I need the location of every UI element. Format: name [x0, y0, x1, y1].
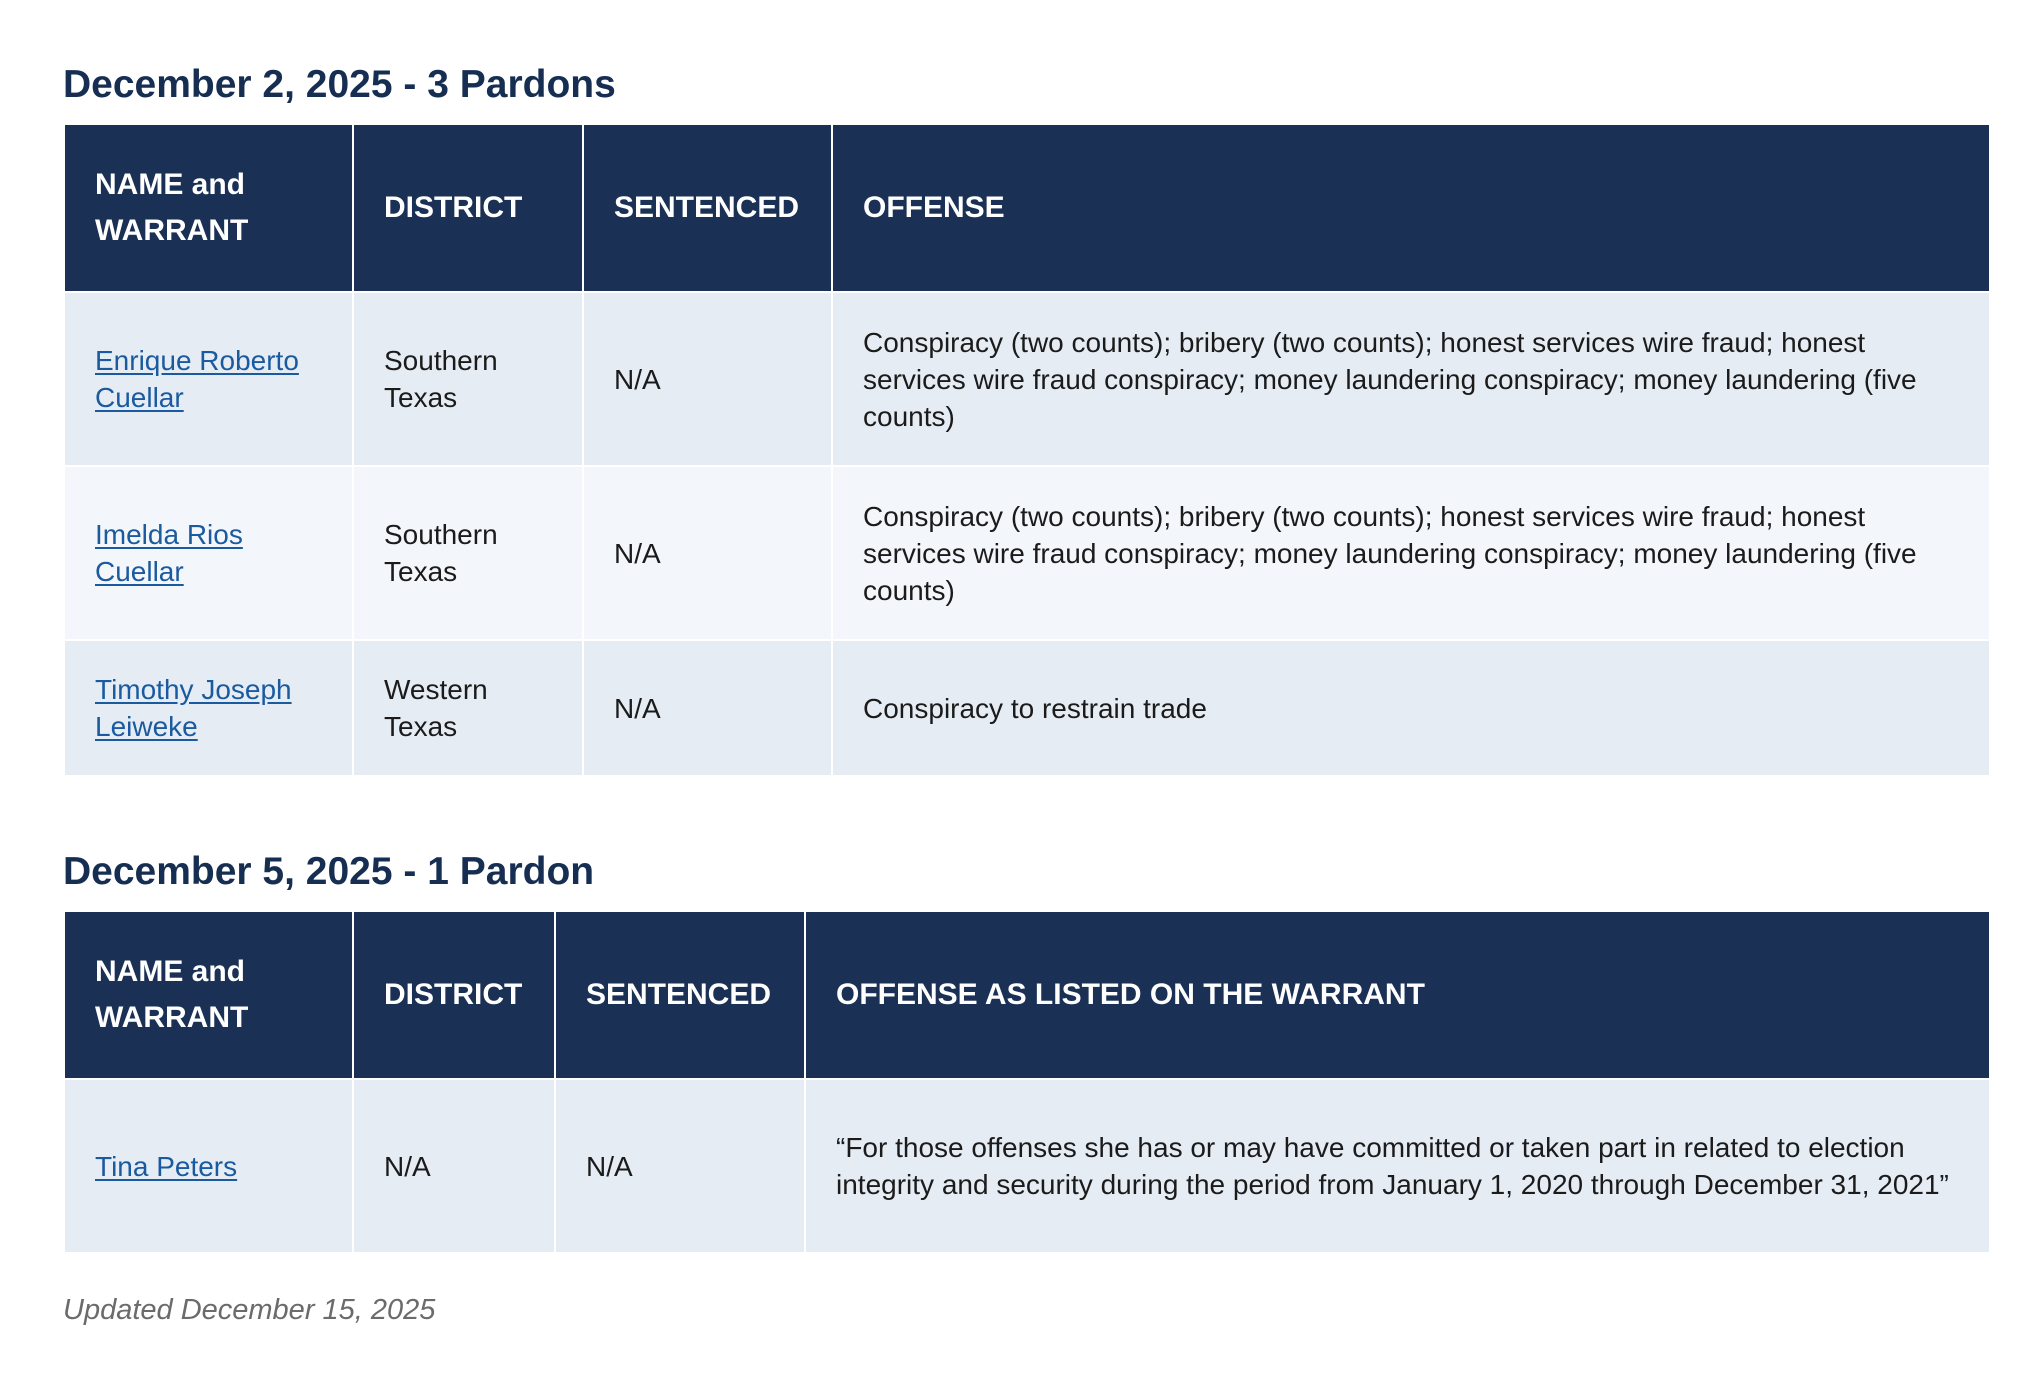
- pardon-section-dec-5: [63, 847, 1989, 1254]
- sentenced-cell: N/A: [583, 292, 832, 466]
- section-heading: December 5, 2025 - 1 Pardon: [63, 850, 595, 893]
- section-heading: December 2, 2025 - 3 Pardons: [63, 63, 616, 106]
- warrant-link[interactable]: Timothy Joseph Leiweke: [95, 674, 292, 742]
- table-row: [64, 640, 1990, 776]
- sentenced-cell: N/A: [555, 1079, 805, 1253]
- warrant-link[interactable]: Imelda Rios Cuellar: [95, 519, 243, 587]
- name-cell: [64, 292, 353, 466]
- pardons-table: [63, 123, 1991, 777]
- column-header-sentenced: SENTENCED: [583, 124, 832, 292]
- table-header-row: [64, 124, 1990, 292]
- column-header-offense: OFFENSE: [832, 124, 1990, 292]
- offense-cell: “For those offenses she has or may have committed or taken part in related to election integrity and security during the period from January 1, 2020 through December 31, 2021”: [805, 1079, 1990, 1253]
- table-row: [64, 466, 1990, 640]
- warrant-link[interactable]: Tina Peters: [95, 1150, 238, 1182]
- name-cell: [64, 640, 353, 776]
- column-header-district: DISTRICT: [353, 124, 583, 292]
- pardons-table: [63, 910, 1991, 1254]
- column-header-district: DISTRICT: [353, 911, 555, 1079]
- warrant-link[interactable]: Enrique Roberto Cuellar: [95, 345, 299, 413]
- pardon-section-dec-2: [63, 60, 1989, 777]
- district-cell: N/A: [353, 1079, 555, 1253]
- name-cell: [64, 466, 353, 640]
- column-header-sentenced: SENTENCED: [555, 911, 805, 1079]
- name-cell: [64, 1079, 353, 1253]
- sentenced-cell: N/A: [583, 466, 832, 640]
- sentenced-cell: N/A: [583, 640, 832, 776]
- column-header-offense: OFFENSE AS LISTED ON THE WARRANT: [805, 911, 1990, 1079]
- offense-cell: Conspiracy (two counts); bribery (two counts); honest services wire fraud; honest services wire fraud conspiracy; money laundering conspiracy; money laundering (five counts): [832, 292, 1990, 466]
- district-cell: Western Texas: [353, 640, 583, 776]
- table-header-row: [64, 911, 1990, 1079]
- district-cell: Southern Texas: [353, 466, 583, 640]
- column-header-name: NAME and WARRANT: [64, 911, 353, 1079]
- table-row: [64, 292, 1990, 466]
- district-cell: Southern Texas: [353, 292, 583, 466]
- column-header-name: NAME and WARRANT: [64, 124, 353, 292]
- table-row: [64, 1079, 1990, 1253]
- offense-cell: Conspiracy (two counts); bribery (two counts); honest services wire fraud; honest services wire fraud conspiracy; money laundering conspiracy; money laundering (five counts): [832, 466, 1990, 640]
- updated-date: Updated December 15, 2025: [63, 1294, 436, 1326]
- offense-cell: Conspiracy to restrain trade: [832, 640, 1990, 776]
